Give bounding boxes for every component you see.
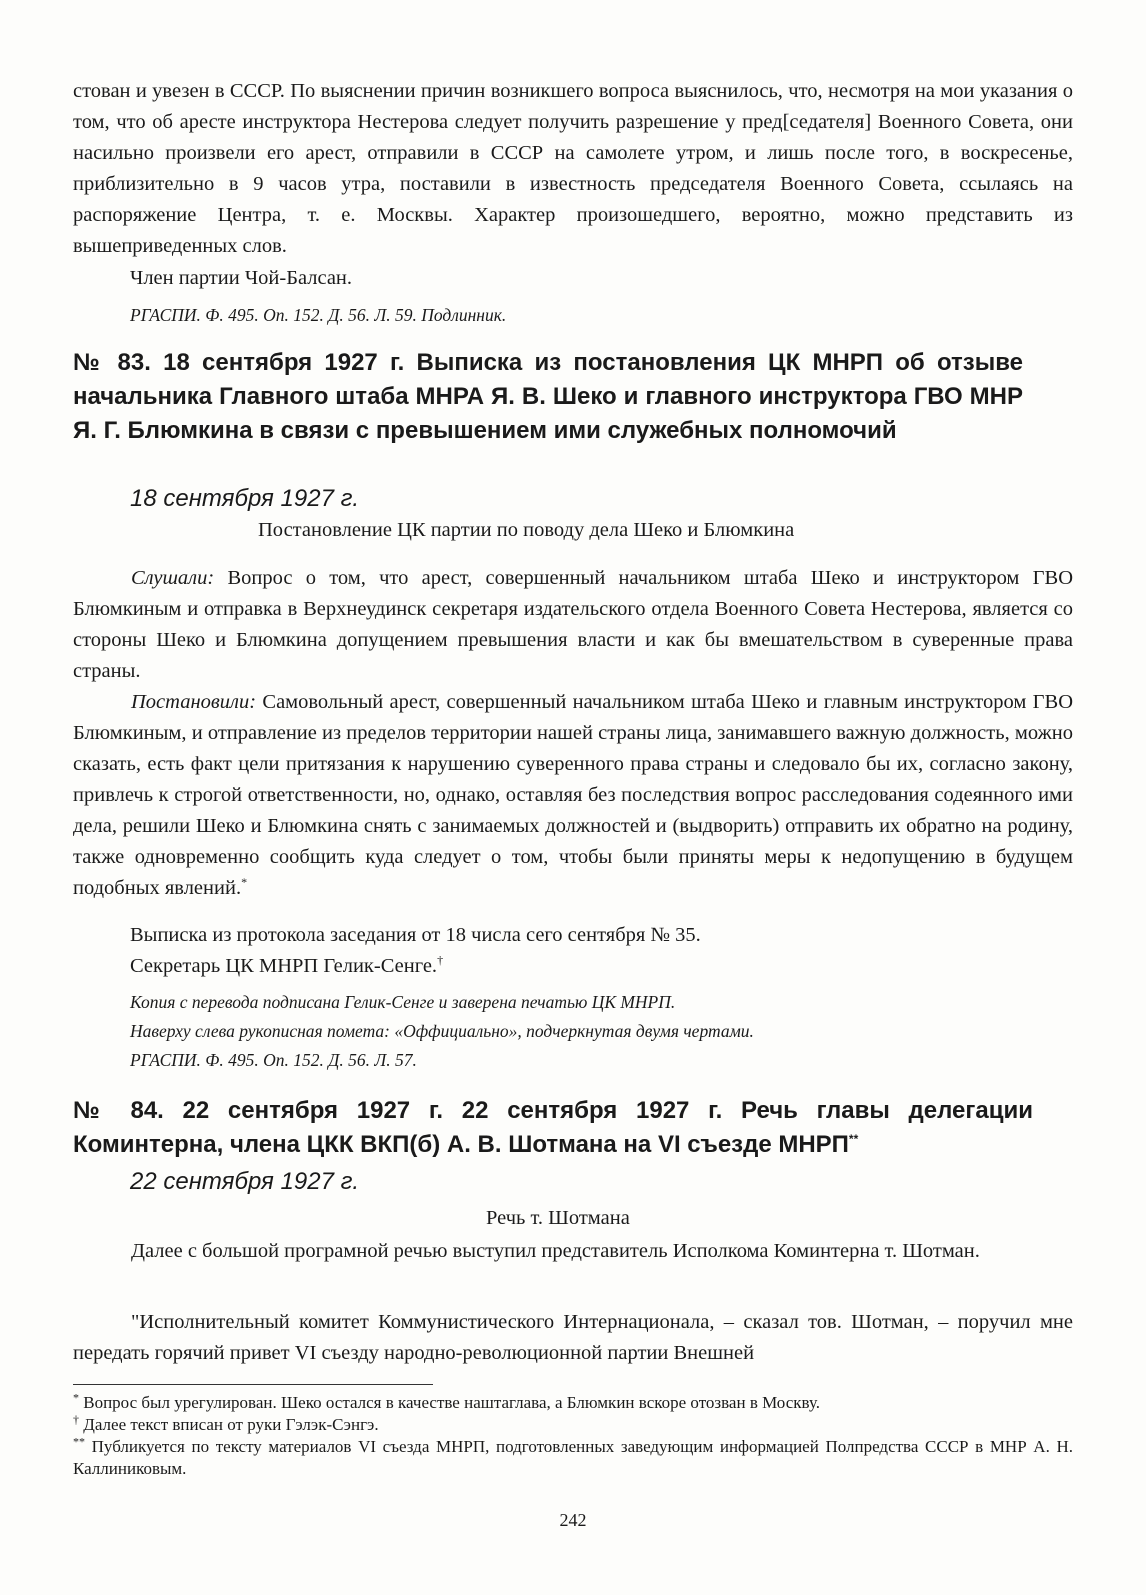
doc84-date: 22 сентября 1927 г. — [130, 1168, 360, 1195]
intro-signature: Член партии Чой-Балсан. — [130, 267, 353, 289]
footnote — [73, 1436, 1073, 1480]
footnote-text: Публикуется по тексту материалов VI съезда МНРП, подготовленных заведующим информацией Полпредства СССР в МНР А. Н. Каллиниковым. — [73, 1437, 1073, 1478]
doc84-heading — [73, 1094, 1033, 1162]
doc83-heading: № 83. 18 сентября 1927 г. Выписка из постановления ЦК МНРП об отзыве начальника Главного штаба МНРА Я. В. Шеко и главного инструктора ГВО МНР Я. Г. Блюмкина в связи с превышением ими служебных полномочий — [73, 349, 1023, 444]
doc83-heard — [73, 563, 1073, 687]
intro-paragraph: стован и увезен в СССР. По выяснении причин возникшего вопроса выяснилось, что, несмотря на мои указания о том, что об аресте инструктора Нестерова следует получить разрешение у пред[седателя] Военного Совета, они насильно произвели его арест, отправили в СССР на самолете утром, и лишь после того, в воскресенье, приблизительно в 9 часов утра, поставили в известность председателя Военного Совета, ссылаясь на распоряжение Центра, т. е. Москвы. Характер произошедшего, вероятно, можно представить из вышеприведенных слов. — [73, 80, 1073, 257]
secretary-text: Секретарь ЦК МНРП Гелик-Сенге. — [130, 955, 438, 977]
footnote — [73, 1414, 1073, 1436]
intro-source: РГАСПИ. Ф. 495. Оп. 152. Д. 56. Л. 59. Подлинник. — [130, 305, 507, 325]
doc83-note: Копия с перевода подписана Гелик-Сенге и заверена печатью ЦК МНРП. — [130, 992, 676, 1012]
footnote-text: Вопрос был урегулирован. Шеко остался в качестве наштаглава, а Блюмкин вскоре отозван в Москву. — [79, 1393, 821, 1412]
doc83-extract: Выписка из протокола заседания от 18 числа сего сентября № 35. — [130, 924, 701, 946]
doc83-note: Наверху слева рукописная помета: «Оффициально», подчеркнутая двумя чертами. — [130, 1021, 754, 1041]
resolved-text: Самовольный арест, совершенный начальником штаба Шеко и главным инструктором ГВО Блюмкиным, и отправление из пределов территории нашей страны лица, занимавшего важную должность, можно сказать, есть факт цели притязания к нарушению суверенного права страны и следовало бы их, согласно закону, привлечь к строгой ответственности, но, однако, оставляя без последствия вопрос расследования содеянного ими дела, решили Шеко и Блюмкина снять с занимаемых должностей и (выдворить) отправить их обратно на родину, также одновременно сообщить куда следует о том, чтобы были приняты меры к недопущению в будущем подобных явлений. — [73, 691, 1073, 899]
page-number: 242 — [559, 1510, 587, 1530]
doc83-resolved — [73, 687, 1073, 904]
doc83-date: 18 сентября 1927 г. — [130, 485, 360, 512]
doc84-subtitle: Речь т. Шотмана — [486, 1207, 630, 1229]
doc83-secretary — [130, 951, 443, 982]
heard-text: Вопрос о том, что арест, совершенный начальником штаба Шеко и инструктором ГВО Блюмкиным и отправка в Верхнеудинск секретаря издательского отдела Военного Совета Нестерова, является со стороны Шеко и Блюмкина допущением превышения власти и как бы вмешательством в суверенные права страны. — [73, 567, 1073, 682]
footnote-mark: * — [241, 875, 248, 890]
footnote-mark: ** — [73, 1434, 85, 1449]
footnote-rule — [73, 1384, 433, 1385]
doc84-para: Далее с большой програмной речью выступил представитель Исполкома Коминтерна т. Шотман. — [131, 1240, 980, 1262]
doc83-source: РГАСПИ. Ф. 495. Оп. 152. Д. 56. Л. 57. — [130, 1050, 417, 1070]
doc84-para: "Исполнительный комитет Коммунистического Интернационала, – сказал тов. Шотман, – поручил мне передать горячий привет VI съезду народно-революционной партии Внешней — [73, 1311, 1073, 1364]
footnote-mark: * — [73, 1390, 79, 1405]
resolved-label: Постановили: — [131, 691, 257, 713]
footnote — [73, 1392, 1073, 1414]
doc84-heading-text: № 84. 22 сентября 1927 г. 22 сентября 1927 г. Речь главы делегации Коминтерна, члена ЦКК ВКП(б) А. В. Шотмана на VI съезде МНРП — [73, 1097, 1033, 1158]
footnote-mark: † — [437, 953, 444, 968]
heard-label: Слушали: — [131, 567, 215, 589]
footnote-text: Далее текст вписан от руки Гэлэк-Сэнгэ. — [79, 1415, 379, 1434]
doc83-subtitle: Постановление ЦК партии по поводу дела Шеко и Блюмкина — [258, 519, 795, 541]
footnote-mark: ** — [848, 1132, 859, 1146]
footnote-mark: † — [73, 1412, 79, 1427]
